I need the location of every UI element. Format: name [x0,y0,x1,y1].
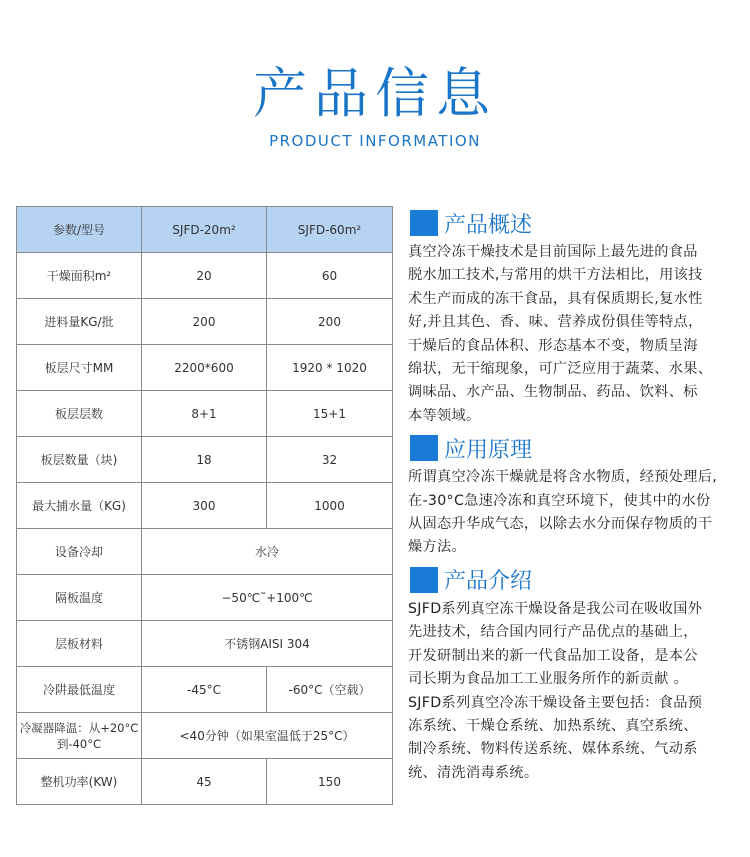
description-column [408,206,746,785]
table-cell: 整机功率(KW) [17,759,142,805]
section-intro [408,563,746,785]
table-row [17,437,393,483]
table-cell: 干燥面积m² [17,253,142,299]
square-marker-icon [410,435,438,461]
table-cell: 18 [142,437,267,483]
table-row [17,713,393,759]
page-subtitle: PRODUCT INFORMATION [269,132,481,150]
table-cell: 150 [267,759,393,805]
table-cell: 不锈钢AISI 304 [142,621,393,667]
table-cell: 32 [267,437,393,483]
table-cell: 8+1 [142,391,267,437]
table-cell: <40分钟（如果室温低于25°C） [142,713,393,759]
table-cell: 1000 [267,483,393,529]
table-header-row [17,207,393,253]
table-row [17,345,393,391]
spec-table [16,206,393,805]
table-cell: 水冷 [142,529,393,575]
text-line: 从固态升华成气态，以除去水分而保存物质的干 [408,516,713,533]
table-cell: 隔板温度 [17,575,142,621]
square-marker-icon [410,210,438,236]
table-row [17,299,393,345]
text-line: 统、清洗消毒系统。 [408,764,539,781]
table-row [17,529,393,575]
table-cell: -45°C [142,667,267,713]
section-overview [408,206,746,428]
text-line: 制冷系统、物料传送系统、媒体系统、气动系 [408,741,698,758]
page-title: 产品信息 [253,62,497,125]
text-line: 绵状，无干缩现象，可广泛应用于蔬菜、水果、 [408,361,713,378]
text-line: 本等领域。 [408,407,481,424]
text-line: 所谓真空冷冻干燥就是将含水物质，经预处理后, [408,469,718,486]
table-header-cell: SJFD-20m² [142,207,267,253]
table-cell: 60 [267,253,393,299]
table-cell: -60°C（空载） [267,667,393,713]
table-cell: 层板材料 [17,621,142,667]
text-line: 冻系统、干燥仓系统、加热系统、真空系统、 [408,717,698,734]
square-marker-icon [410,567,438,593]
table-cell: 板层数量（块) [17,437,142,483]
section-body [408,598,746,785]
table-cell: 进料量KG/批 [17,299,142,345]
table-cell: 45 [142,759,267,805]
text-line: 在-30°C急速冷冻和真空环境下，使其中的水份 [408,492,711,509]
section-body [408,241,746,428]
table-cell: 冷阱最低温度 [17,667,142,713]
table-cell: 板层层数 [17,391,142,437]
text-line: 燥方法。 [408,539,466,556]
table-cell: −50℃˜+100℃ [142,575,393,621]
table-row [17,575,393,621]
text-line: 真空冷冻干燥技术是目前国际上最先进的食品 [408,244,698,260]
section-body [408,466,746,560]
table-row [17,253,393,299]
section-title: 应用原理 [444,437,533,463]
text-line: 脱水加工技术,与常用的烘干方法相比，用该技 [408,267,703,284]
table-cell: 15+1 [267,391,393,437]
section-header [408,431,746,465]
table-cell: 1920 * 1020 [267,345,393,391]
table-cell: 20 [142,253,267,299]
table-header-cell: SJFD-60m² [267,207,393,253]
text-line: 开发研制出来的新一代食品加工设备，是本公 [408,647,698,664]
table-cell: 200 [267,299,393,345]
section-title: 产品介绍 [444,569,533,595]
table-row [17,621,393,667]
table-cell: 设备冷却 [17,529,142,575]
section-principle [408,431,746,560]
table-row [17,391,393,437]
table-header-cell: 参数/型号 [17,207,142,253]
table-row [17,759,393,805]
table-row [17,483,393,529]
section-title: 产品概述 [444,212,533,238]
text-line: 调味品、水产品、生物制品、药品、饮料、标 [408,384,698,401]
text-line: 先进技术，结合国内同行产品优点的基础上， [408,624,698,641]
table-row [17,667,393,713]
text-line: SJFD系列真空冷冻干燥设备主要包括：食品预 [408,694,703,711]
text-line: 干燥后的食品体积、形态基本不变，物质呈海 [408,337,698,354]
text-line: SJFD系列真空冻干燥设备是我公司在吸收国外 [408,600,703,617]
text-line: 司长期为食品加工工业服务所作的新贡献 。 [408,671,689,688]
section-header [408,563,746,597]
table-cell: 冷凝器降温：从+20°C到-40°C [17,713,142,759]
text-line: 好,并且其色、香、味、营养成份俱佳等特点， [408,314,703,331]
table-cell: 2200*600 [142,345,267,391]
table-cell: 最大捕水量（KG) [17,483,142,529]
table-cell: 200 [142,299,267,345]
table-cell: 板层尺寸MM [17,345,142,391]
text-line: 术生产而成的冻干食品，具有保质期长,复水性 [408,290,703,307]
table-cell: 300 [142,483,267,529]
section-header [408,206,746,240]
